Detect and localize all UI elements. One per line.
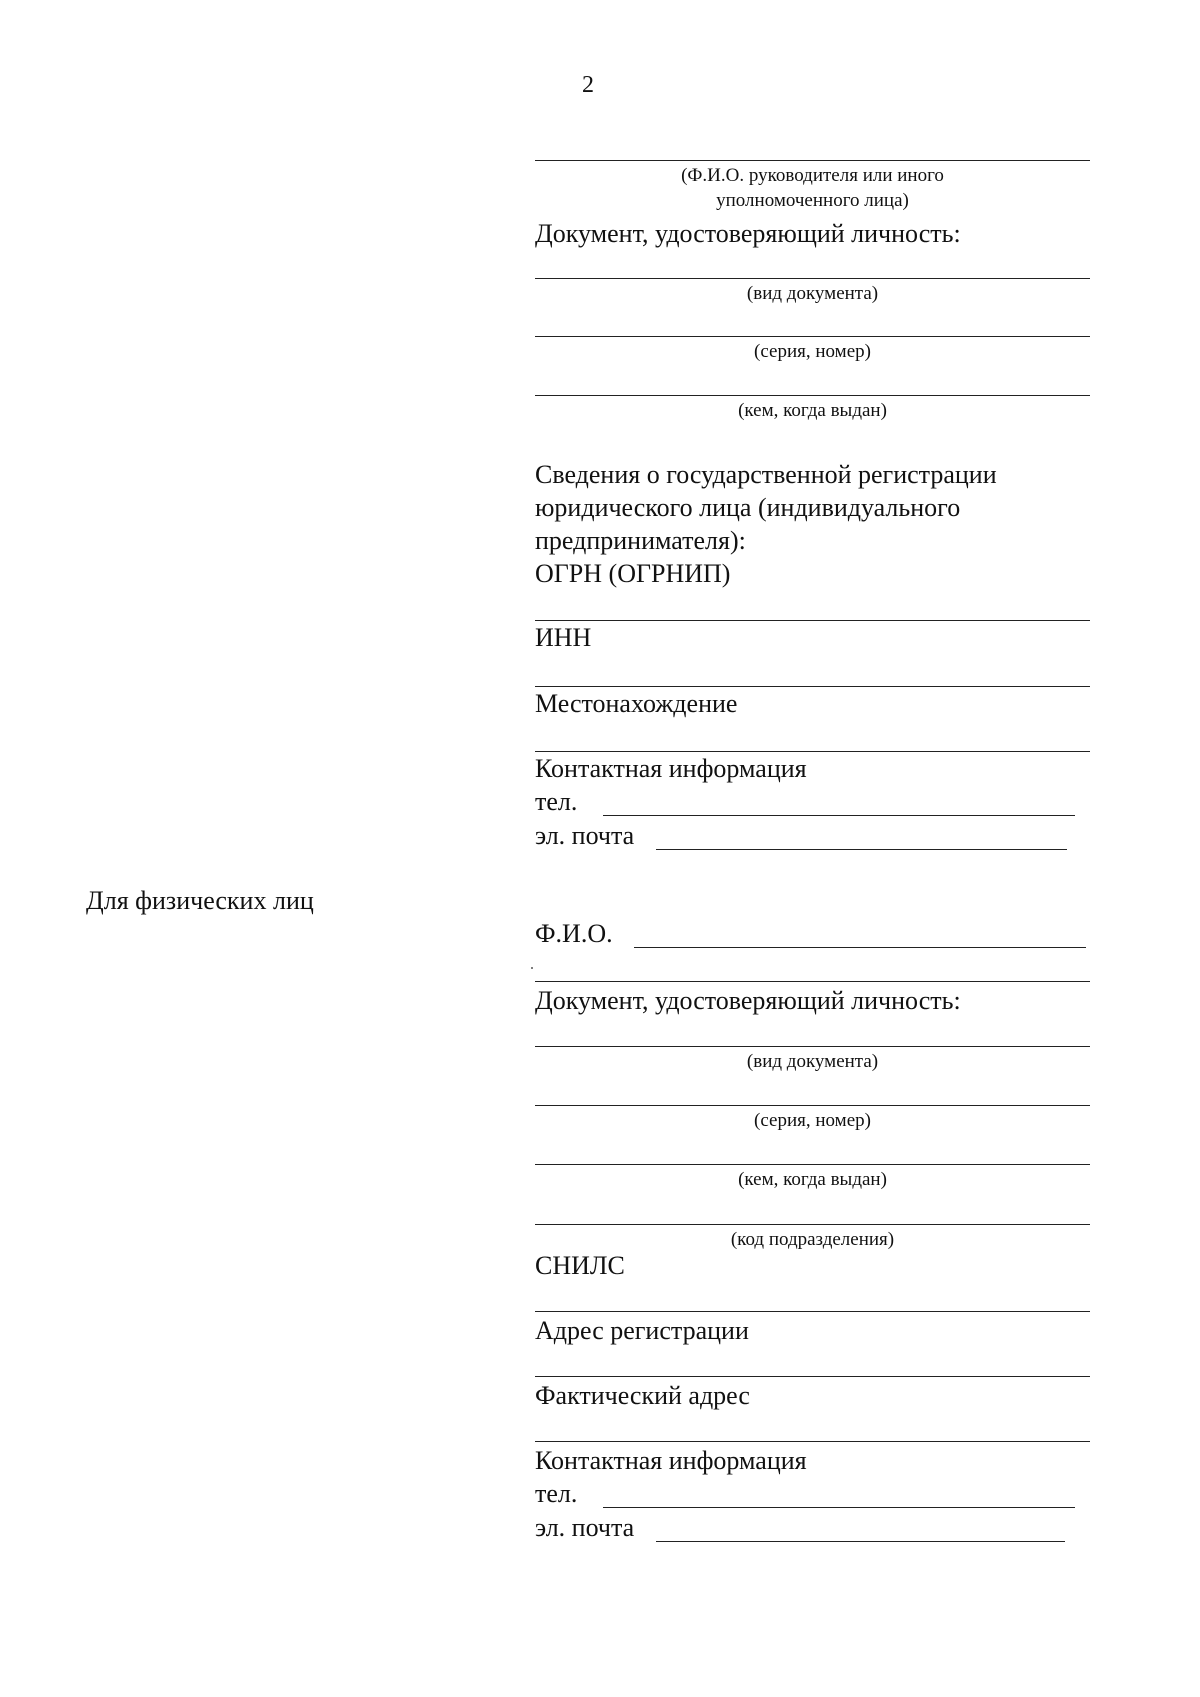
location-line[interactable] xyxy=(535,751,1090,752)
registration-address-label: Адрес регистрации xyxy=(535,1316,749,1345)
ogrn-line[interactable] xyxy=(535,620,1090,621)
snils-line[interactable] xyxy=(535,1311,1090,1312)
head-name-line[interactable] xyxy=(535,160,1090,161)
individual-doc-type-line[interactable] xyxy=(535,1046,1090,1047)
contact-info-label: Контактная информация xyxy=(535,754,807,783)
phone-label: тел. xyxy=(535,787,578,816)
doc-type-line[interactable] xyxy=(535,278,1090,279)
actual-address-label: Фактический адрес xyxy=(535,1381,750,1410)
individual-series-number-line[interactable] xyxy=(535,1105,1090,1106)
series-number-caption: (серия, номер) xyxy=(754,341,871,362)
issued-by-caption: (кем, когда выдан) xyxy=(738,400,887,421)
individual-email-label: эл. почта xyxy=(535,1513,635,1542)
scan-dot xyxy=(531,967,533,969)
registration-heading-line3: предпринимателя): xyxy=(535,526,746,555)
individual-id-document-label: Документ, удостоверяющий личность: xyxy=(535,986,961,1015)
issued-by-line[interactable] xyxy=(535,395,1090,396)
registration-heading-line1: Сведения о государственной регистрации xyxy=(535,460,997,489)
individual-contact-info-label: Контактная информация xyxy=(535,1446,807,1475)
inn-line[interactable] xyxy=(535,686,1090,687)
doc-type-caption: (вид документа) xyxy=(746,283,879,304)
individual-series-number-caption: (серия, номер) xyxy=(754,1110,871,1131)
individual-issued-by-caption: (кем, когда выдан) xyxy=(738,1169,887,1190)
fio-label: Ф.И.О. xyxy=(535,919,613,948)
fio-line[interactable] xyxy=(634,947,1086,948)
location-label: Местонахождение xyxy=(535,689,738,718)
inn-label: ИНН xyxy=(535,623,592,652)
individual-email-line[interactable] xyxy=(656,1541,1065,1542)
individual-phone-label: тел. xyxy=(535,1479,578,1508)
email-line[interactable] xyxy=(656,849,1067,850)
head-name-caption-line1: (Ф.И.О. руководителя или иного xyxy=(681,165,944,186)
fio-continuation-line[interactable] xyxy=(535,981,1090,982)
phone-line[interactable] xyxy=(603,815,1075,816)
registration-address-line[interactable] xyxy=(535,1376,1090,1377)
actual-address-line[interactable] xyxy=(535,1441,1090,1442)
division-code-caption: (код подразделения) xyxy=(730,1229,895,1250)
snils-label: СНИЛС xyxy=(535,1251,625,1280)
registration-heading-line2: юридического лица (индивидуального xyxy=(535,493,961,522)
individual-doc-type-caption: (вид документа) xyxy=(746,1051,879,1072)
individual-issued-by-line[interactable] xyxy=(535,1164,1090,1165)
head-name-caption-line2: уполномоченного лица) xyxy=(716,190,909,211)
division-code-line[interactable] xyxy=(535,1224,1090,1225)
individuals-section-label: Для физических лиц xyxy=(86,886,314,915)
individual-phone-line[interactable] xyxy=(603,1507,1075,1508)
id-document-label: Документ, удостоверяющий личность: xyxy=(535,219,961,248)
email-label: эл. почта xyxy=(535,821,635,850)
series-number-line[interactable] xyxy=(535,336,1090,337)
page-number: 2 xyxy=(582,72,594,98)
ogrn-label: ОГРН (ОГРНИП) xyxy=(535,559,731,588)
